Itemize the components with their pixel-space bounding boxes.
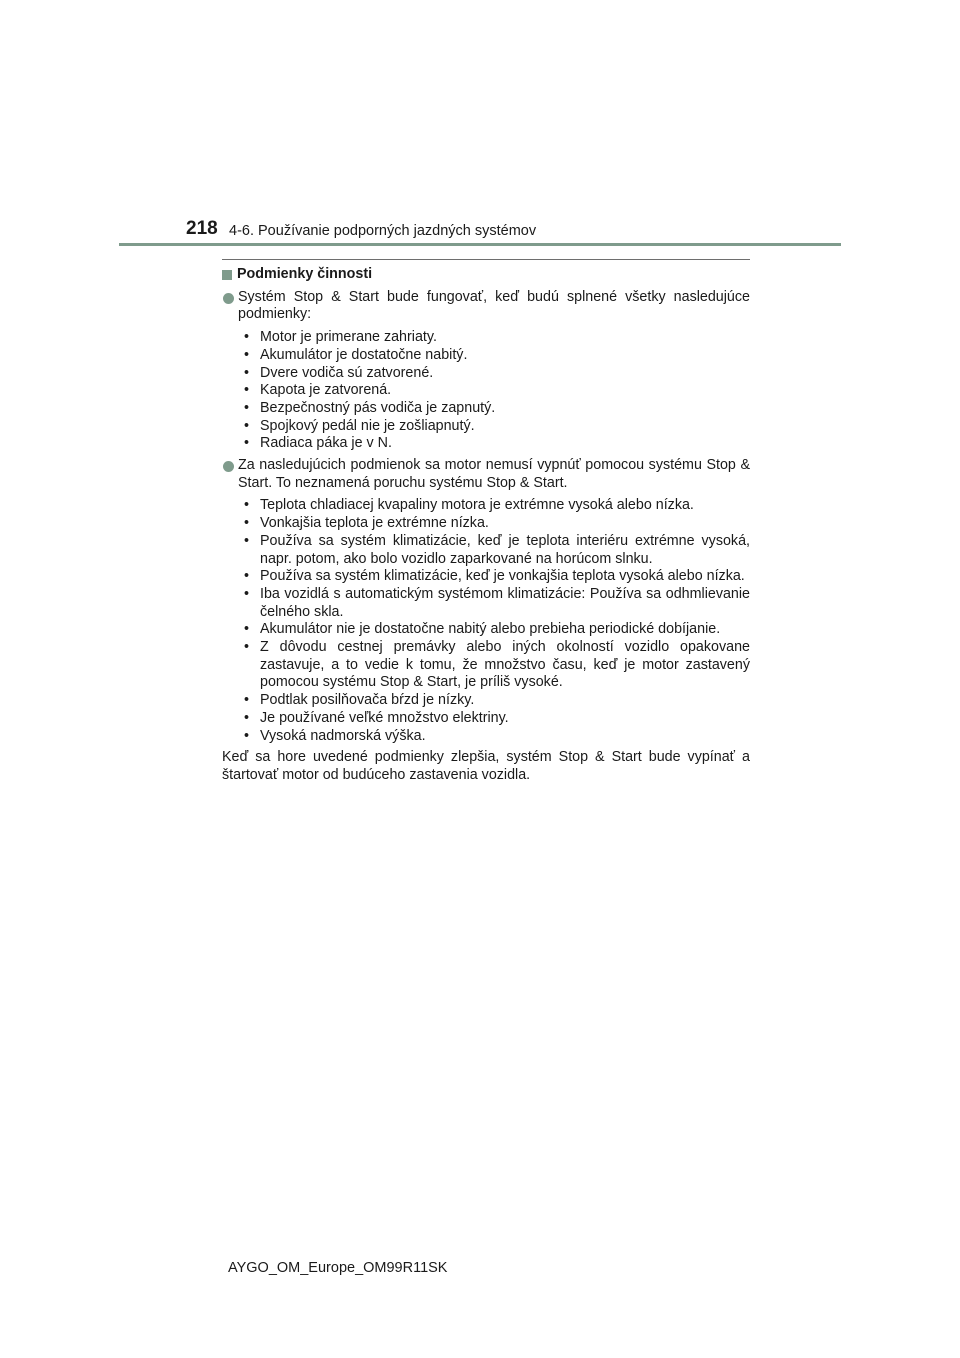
section-title-text: Podmienky činnosti (237, 266, 373, 282)
footer-code: AYGO_OM_Europe_OM99R11SK (228, 1260, 448, 1276)
list-item: • Spojkový pedál nie je zošliapnutý. (238, 418, 750, 436)
page-number: 218 (186, 218, 218, 239)
list-item: • Vonkajšia teplota je extrémne nízka. (238, 515, 750, 533)
bullet-text: Za nasledujúcich podmienok sa motor nemusí vypnúť pomocou systému Stop & Start. To neznamená poruchu systému Stop & Start. (238, 457, 750, 491)
bullet-paragraph (222, 457, 750, 492)
circle-bullet-icon (223, 461, 234, 472)
section-rule (222, 259, 750, 260)
section-title (222, 266, 750, 284)
running-head: 4-6. Používanie podporných jazdných systémov (229, 223, 537, 239)
closing-paragraph: Keď sa hore uvedené podmienky zlepšia, systém Stop & Start bude vypínať a štartovať motor od budúceho zastavenia vozidla. (222, 749, 750, 783)
list-item: • Bezpečnostný pás vodiča je zapnutý. (238, 400, 750, 418)
list-item: • Podtlak posilňovača bŕzd je nízky. (238, 692, 750, 710)
conditions-list (238, 329, 750, 453)
list-item: • Z dôvodu cestnej premávky alebo iných okolností vozidlo opakovane zastavuje, a to vedie k tomu, že množstvo času, keď je motor zastavený pomocou systému Stop & Start, je príliš vysoké. (238, 639, 750, 692)
list-item: • Kapota je zatvorená. (238, 382, 750, 400)
list-item: • Akumulátor nie je dostatočne nabitý alebo prebieha periodické dobíjanie. (238, 621, 750, 639)
exceptions-list (238, 497, 750, 745)
list-item: • Používa sa systém klimatizácie, keď je vonkajšia teplota vysoká alebo nízka. (238, 568, 750, 586)
circle-bullet-icon (223, 293, 234, 304)
list-item: • Akumulátor je dostatočne nabitý. (238, 347, 750, 365)
list-item: • Dvere vodiča sú zatvorené. (238, 365, 750, 383)
list-item: • Je používané veľké množstvo elektriny. (238, 710, 750, 728)
list-item: • Motor je primerane zahriaty. (238, 329, 750, 347)
list-item: • Radiaca páka je v N. (238, 435, 750, 453)
section-content (222, 266, 750, 785)
bullet-paragraph (222, 289, 750, 324)
bullet-text: Systém Stop & Start bude fungovať, keď budú splnené všetky nasledujúce podmienky: (238, 288, 750, 323)
header-rule (119, 243, 841, 246)
list-item: • Vysoká nadmorská výška. (238, 728, 750, 746)
square-bullet-icon (222, 270, 232, 280)
list-item: • Iba vozidlá s automatickým systémom klimatizácie: Používa sa odhmlievanie čelného skla. (238, 586, 750, 621)
list-item: • Teplota chladiacej kvapaliny motora je extrémne vysoká alebo nízka. (238, 497, 750, 515)
list-item: • Používa sa systém klimatizácie, keď je teplota interiéru extrémne vysoká, napr. potom, ako bolo vozidlo zaparkované na horúcom slnku. (238, 533, 750, 568)
